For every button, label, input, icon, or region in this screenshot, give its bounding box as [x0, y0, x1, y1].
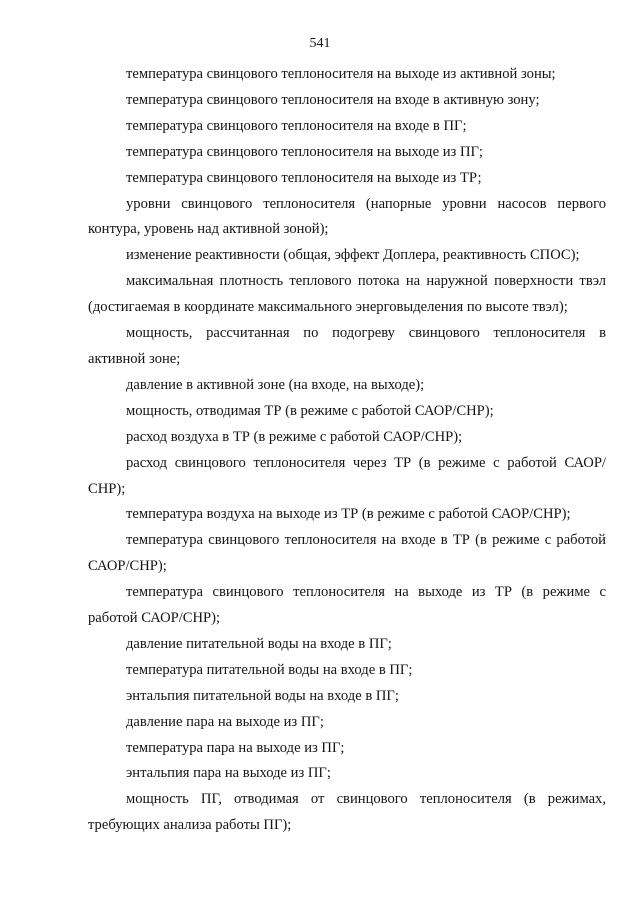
- list-item: температура свинцового теплоносителя на выходе из ТР;: [126, 169, 482, 186]
- list-item: уровни свинцового теплоносителя (напорные уровни насосов первого контура, уровень над активной зоной);: [88, 195, 606, 238]
- list-item: температура свинцового теплоносителя на выходе из ТР (в режиме с работой САОР/СНР);: [88, 584, 606, 627]
- list-item: температура свинцового теплоносителя на выходе из активной зоны;: [126, 66, 556, 82]
- list-item: давление пара на выходе из ПГ;: [126, 713, 324, 730]
- list-item: температура воздуха на выходе из ТР (в режиме с работой САОР/СНР);: [126, 506, 571, 523]
- page-number: 541: [309, 36, 331, 51]
- list-item: температура свинцового теплоносителя на входе в активную зону;: [126, 91, 540, 108]
- list-item: энтальпия пара на выходе из ПГ;: [126, 765, 331, 782]
- list-item: температура свинцового теплоносителя на входе в ПГ;: [126, 117, 467, 134]
- list-item: температура питательной воды на входе в ПГ;: [126, 661, 413, 678]
- list-item: расход воздуха в ТР (в режиме с работой САОР/СНР);: [126, 428, 463, 445]
- list-item: мощность ПГ, отводимая от свинцового теплоносителя (в режимах, требующих анализа работы ПГ);: [88, 791, 606, 834]
- list-item: расход свинцового теплоносителя через ТР (в режиме с работой САОР/СНР);: [88, 454, 606, 497]
- list-item: энтальпия питательной воды на входе в ПГ;: [126, 687, 399, 704]
- list-item: мощность, отводимая ТР (в режиме с работой САОР/СНР);: [126, 402, 494, 419]
- list-item: мощность, рассчитанная по подогреву свинцового теплоносителя в активной зоне;: [88, 325, 606, 367]
- list-item: изменение реактивности (общая, эффект Доплера, реактивность СПОС);: [126, 247, 580, 264]
- list-item: давление в активной зоне (на входе, на выходе);: [126, 376, 425, 393]
- document-body: [88, 62, 606, 839]
- list-item: давление питательной воды на входе в ПГ;: [126, 635, 392, 652]
- list-item: температура свинцового теплоносителя на входе в ТР (в режиме с работой САОР/СНР);: [88, 532, 606, 575]
- list-item: температура пара на выходе из ПГ;: [126, 739, 345, 756]
- list-item: максимальная плотность теплового потока на наружной поверхности твэл (достигаемая в координате максимального энерговыделения по высоте твэл);: [88, 273, 606, 316]
- list-item: температура свинцового теплоносителя на выходе из ПГ;: [126, 143, 483, 160]
